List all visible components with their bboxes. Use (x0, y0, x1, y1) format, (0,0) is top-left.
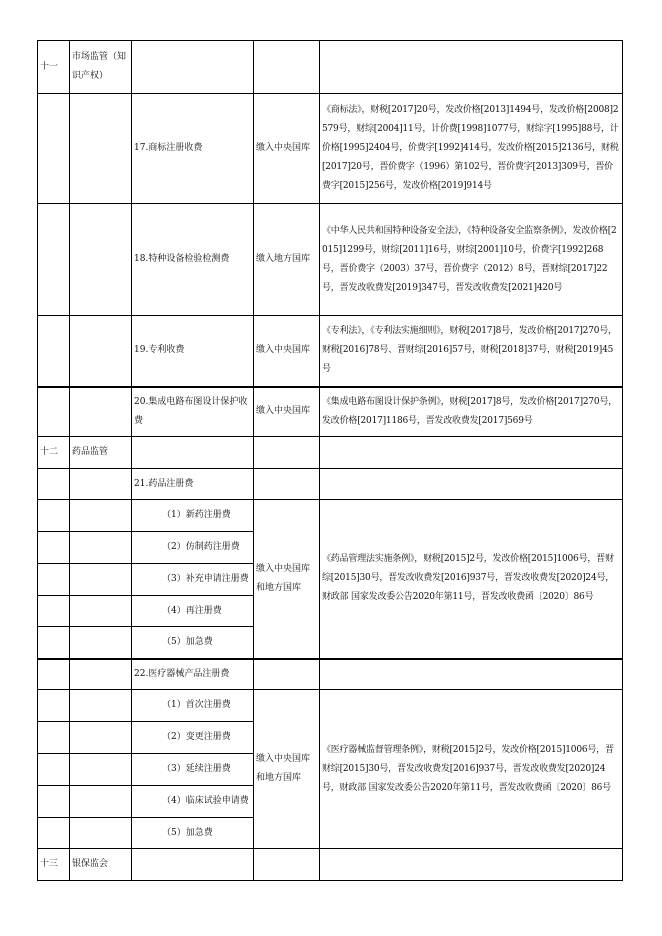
category-cell (70, 596, 132, 627)
seq-cell: 十二 (38, 437, 70, 469)
item-cell: （1）首次注册费 (132, 690, 254, 722)
item-cell (132, 41, 254, 94)
seq-cell: 十三 (38, 849, 70, 881)
seq-cell (38, 659, 70, 690)
destination-cell: 缴入中央国库 (254, 387, 320, 437)
basis-cell (320, 41, 623, 94)
category-cell (70, 818, 132, 849)
table-row (38, 41, 623, 94)
destination-cell (254, 437, 320, 469)
basis-cell: 《集成电路布图设计保护条例》，财税[2017]8号，发改价格[2017]270号，发改价格[2017]1186号，晋发改收费发[2017]569号 (320, 387, 623, 437)
destination-cell (254, 41, 320, 94)
seq-cell (38, 818, 70, 849)
seq-cell (38, 786, 70, 818)
table-row (38, 500, 623, 532)
basis-cell: 《专利法》，《专利法实施细则》，财税[2017]8号，发改价格[2017]270号，财税[2016]78号、晋财综[2016]57号，财税[2018]37号，财税[2019]45号 (320, 316, 623, 387)
basis-cell: 《商标法》，财税[2017]20号，发改价格[2013]1494号，发改价格[2008]2579号，财综[2004]11号，计价费[1998]1077号，财综字[1995]88号，计价格[1995]2404号，价费字[1992]414号，发改价格[2015]2136号，财税[2017]20号，晋价费字（1996）第102号，晋价费字[2013]309号，晋价费字[2015]256号，发改价格[2019]914号 (320, 94, 623, 204)
category-cell (70, 564, 132, 596)
table-row (38, 437, 623, 469)
item-cell: 22.医疗器械产品注册费 (132, 659, 254, 690)
category-cell (70, 532, 132, 564)
destination-cell: 缴入中央国库 (254, 94, 320, 204)
seq-cell (38, 627, 70, 659)
seq-cell (38, 387, 70, 437)
item-cell: （2）仿制药注册费 (132, 532, 254, 564)
seq-cell (38, 690, 70, 722)
item-cell: （4）临床试验申请费 (132, 786, 254, 818)
category-cell (70, 722, 132, 754)
category-cell (70, 690, 132, 722)
item-cell (132, 849, 254, 881)
category-cell (70, 94, 132, 204)
item-cell: （3）补充申请注册费 (132, 564, 254, 596)
seq-cell (38, 316, 70, 387)
item-cell: （3）延续注册费 (132, 754, 254, 786)
item-cell: （2）变更注册费 (132, 722, 254, 754)
category-cell: 药品监管 (70, 437, 132, 469)
fee-table (37, 40, 623, 881)
table-row (38, 387, 623, 437)
basis-cell (320, 437, 623, 469)
table-row (38, 659, 623, 690)
basis-cell: 《医疗器械监督管理条例》，财税[2015]2号，发改价格[2015]1006号，晋财综[2015]30号，晋发改收费发[2016]937号，晋发改收费发[2020]24号，财政部 国家发改委公告2020年第11号，晋发改收费函〔2020〕86号 (320, 690, 623, 849)
table-row (38, 690, 623, 722)
category-cell (70, 469, 132, 500)
destination-cell: 缴入中央国库和地方国库 (254, 500, 320, 659)
seq-cell (38, 204, 70, 316)
seq-cell (38, 596, 70, 627)
destination-cell: 缴入中央国库和地方国库 (254, 690, 320, 849)
seq-cell (38, 532, 70, 564)
seq-cell (38, 754, 70, 786)
basis-cell (320, 659, 623, 690)
table-row (38, 204, 623, 316)
category-cell (70, 754, 132, 786)
basis-cell (320, 849, 623, 881)
category-cell (70, 786, 132, 818)
category-cell: 银保监会 (70, 849, 132, 881)
item-cell (132, 437, 254, 469)
seq-cell (38, 469, 70, 500)
destination-cell (254, 849, 320, 881)
category-cell (70, 500, 132, 532)
table-row (38, 316, 623, 387)
item-cell: （5）加急费 (132, 627, 254, 659)
seq-cell (38, 500, 70, 532)
item-cell: 17.商标注册收费 (132, 94, 254, 204)
destination-cell: 缴入地方国库 (254, 204, 320, 316)
item-cell: （5）加急费 (132, 818, 254, 849)
table-row (38, 469, 623, 500)
category-cell (70, 627, 132, 659)
seq-cell (38, 564, 70, 596)
seq-cell (38, 94, 70, 204)
basis-cell: 《中华人民共和国特种设备安全法》，《特种设备安全监察条例》，发改价格[2015]1299号，财综[2011]16号，财综[2001]10号，价费字[1992]268号，晋价费字（2003）37号，晋价费字（2012）8号，晋财综[2017]22号，晋发改收费发[2019]347号，晋发改收费发[2021]420号 (320, 204, 623, 316)
table-row (38, 94, 623, 204)
destination-cell: 缴入中央国库 (254, 316, 320, 387)
category-cell: 市场监管（知识产权） (70, 41, 132, 94)
destination-cell (254, 469, 320, 500)
item-cell: 21.药品注册费 (132, 469, 254, 500)
item-cell: （1）新药注册费 (132, 500, 254, 532)
seq-cell: 十一 (38, 41, 70, 94)
item-cell: （4）再注册费 (132, 596, 254, 627)
item-cell: 19.专利收费 (132, 316, 254, 387)
category-cell (70, 204, 132, 316)
category-cell (70, 387, 132, 437)
item-cell: 18.特种设备检验检测费 (132, 204, 254, 316)
basis-cell: 《药品管理法实施条例》，财税[2015]2号，发改价格[2015]1006号，晋财综[2015]30号，晋发改收费发[2016]937号，晋发改收费发[2020]24号，财政部 国家发改委公告2020年第11号，晋发改收费函〔2020〕86号 (320, 500, 623, 659)
category-cell (70, 316, 132, 387)
destination-cell (254, 659, 320, 690)
item-cell: 20.集成电路布图设计保护收费 (132, 387, 254, 437)
basis-cell (320, 469, 623, 500)
category-cell (70, 659, 132, 690)
seq-cell (38, 722, 70, 754)
table-row (38, 849, 623, 881)
